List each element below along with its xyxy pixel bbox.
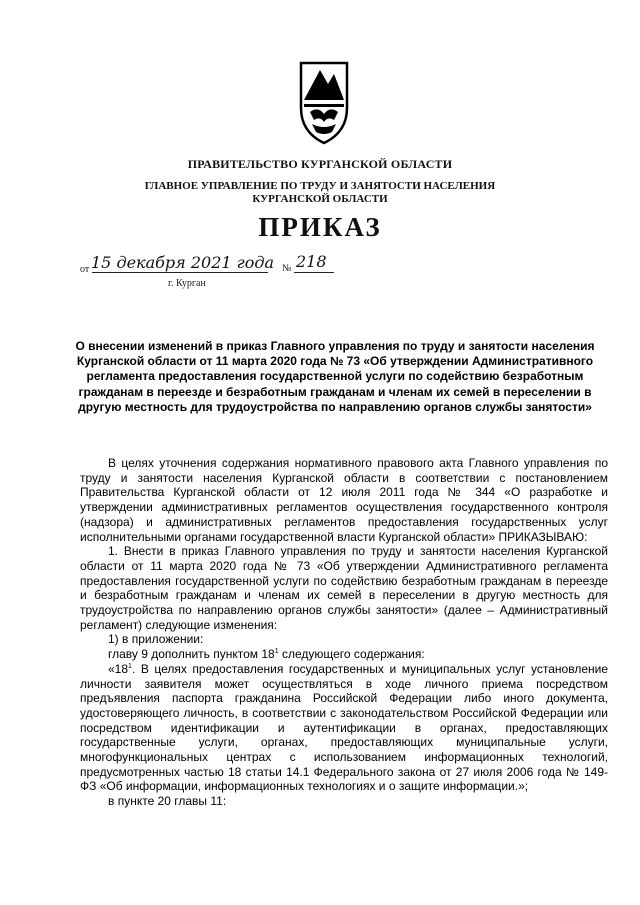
paragraph-item-1: 1. Внести в приказ Главного управления по труду и занятости населения Курганской области от 11 марта 2020 года № 73 «Об утверждении Административного регламента предоставления государственной услуги по содействию безработным гражданам в переезде и безработным гражданам и членам их семей в переселении в другую местность для трудоустройства по направлению органов службы занятости» (далее – Административный регламент) следующие изменения:: [80, 544, 608, 632]
order-title: О внесении изменений в приказ Главного управления по труду и занятости населения Курганской области от 11 марта 2020 года № 73 «Об утверждении Административного регламента предоставления государственной услуги по содействию безработным гражданам в переезде и безработным гражданам и членам их семей в переселении в другую местность для трудоустройства по направлению органов службы занятости»: [75, 339, 595, 414]
paragraph-chapter-9: главу 9 дополнить пунктом $18^1$ следующего содержания:: [108, 647, 425, 662]
department-line-2: КУРГАНСКОЙ ОБЛАСТИ: [252, 193, 388, 205]
paragraph-point-20: в пункте 20 главы 11:: [108, 794, 227, 809]
handwritten-number: 218: [296, 252, 327, 271]
org-name: ПРАВИТЕЛЬСТВО КУРГАНСКОЙ ОБЛАСТИ: [187, 157, 453, 171]
from-label: от: [80, 264, 90, 275]
handwritten-date: 15 декабря 2021 года: [91, 253, 275, 272]
department-line-1: ГЛАВНОЕ УПРАВЛЕНИЕ ПО ТРУДУ И ЗАНЯТОСТИ НАСЕЛЕНИЯ: [144, 180, 496, 192]
order-body: [80, 456, 608, 809]
paragraph-clause-18-1: «$18^1$. В целях предоставления государственных и муниципальных услуг установление личности заявителя может осуществляться в ходе личного приема посредством предъявления паспорта гражданина Российской Федерации либо иного документа, удостоверяющего личность, в соответствии с законодательством Российской Федерации или посредством идентификации и аутентификации в органах, предоставляющих государственные услуги, органах, предоставляющих муниципальные услуги, многофункциональных центрах с использованием информационных технологий, предусмотренных частью 18 статьи 14.1 Федерального закона от 27 июля 2006 года № 149-ФЗ «Об информации, информационных технологиях и о защите информации.»;: [80, 661, 608, 794]
document-type-title: ПРИКАЗ: [258, 212, 382, 242]
paragraph-subitem-1: 1) в приложении:: [108, 632, 204, 647]
number-label: №: [282, 263, 292, 274]
department-name: [0, 180, 640, 206]
paragraph-preamble: В целях уточнения содержания нормативного правового акта Главного управления по труду и занятости населения Курганской области в соответствии с постановлением Правительства Курганской области от 12 июля 2011 года № 344 «О разработке и утверждении административных регламентов осуществления государственного контроля (надзора) и административных регламентов предоставления государственных услуг исполнительными органами государственной власти Курганской области» ПРИКАЗЫВАЮ:: [80, 456, 608, 544]
date-underline: [92, 272, 268, 273]
city-label: г. Курган: [168, 278, 206, 289]
coat-of-arms-emblem: [298, 60, 350, 146]
number-underline: [294, 272, 334, 273]
